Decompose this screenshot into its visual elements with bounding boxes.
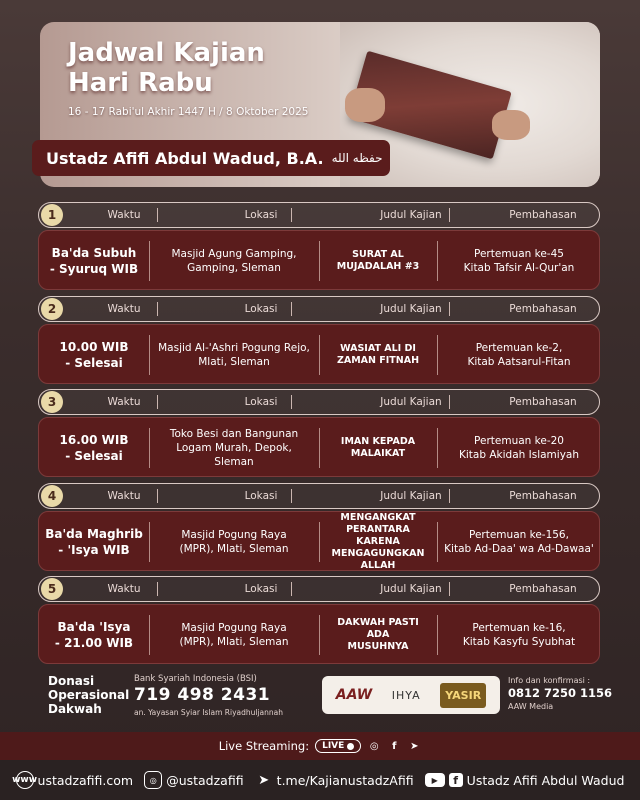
session-pembahasan-text [467, 341, 570, 369]
column-header-pembahasan: Pembahasan [509, 583, 577, 595]
column-header-judul: Judul Kajian [380, 396, 442, 408]
session-pembahasan-line: Kitab Akidah Islamiyah [459, 449, 579, 461]
session-block [38, 202, 600, 290]
column-divider [149, 615, 150, 655]
session-judul-line: MUJADALAH #3 [336, 261, 420, 272]
header-divider [291, 582, 292, 596]
website-link[interactable] [12, 771, 134, 789]
session-pembahasan-line: Pertemuan ke-16, [472, 622, 566, 634]
hand-image [492, 110, 530, 140]
session-lokasi-cell [149, 231, 319, 291]
globe-icon: www [16, 771, 34, 789]
header-divider [291, 395, 292, 409]
session-waktu-line: - Syuruq WIB [49, 262, 139, 276]
facebook-icon[interactable]: f [392, 740, 397, 752]
session-lokasi-line: Mlati, Sleman [198, 356, 270, 368]
session-header-row [38, 202, 600, 228]
session-pembahasan-line: Kitab Tafsir Al-Qur'an [463, 262, 575, 274]
session-waktu-line: - Selesai [65, 449, 123, 463]
website-text: ustadzafifi.com [37, 772, 134, 788]
yasir-logo: YASIR [440, 683, 486, 708]
session-block [38, 389, 600, 477]
column-divider [319, 428, 320, 468]
youtube-facebook-text: Ustadz Afifi Abdul Wadud [466, 772, 625, 788]
live-dot-icon [347, 743, 354, 750]
facebook-icon: f [449, 773, 463, 787]
session-judul-text [337, 249, 420, 273]
column-header-lokasi: Lokasi [244, 396, 278, 408]
session-waktu-text [55, 619, 133, 651]
session-waktu-text [50, 245, 138, 277]
session-lokasi-line: Gamping, Sleman [187, 262, 281, 274]
column-divider [319, 615, 320, 655]
contact-label: Info dan konfirmasi : [508, 676, 591, 685]
session-waktu-line: Ba'da 'Isya [57, 620, 131, 634]
ustadz-arabic: حفظه الله [331, 151, 383, 165]
session-judul-line: ALLAH [360, 560, 396, 571]
telegram-link[interactable] [255, 771, 414, 789]
header-divider [157, 582, 158, 596]
session-lokasi-text [171, 247, 296, 275]
header-divider [449, 208, 450, 222]
session-header-row [38, 296, 600, 322]
header-divider [157, 395, 158, 409]
session-detail-row [38, 324, 600, 384]
column-header-waktu: Waktu [107, 583, 141, 595]
header-divider [157, 302, 158, 316]
session-judul-line: ZAMAN FITNAH [336, 355, 420, 366]
session-pembahasan-line: Kitab Ad-Daa' wa Ad-Dawaa' [444, 543, 594, 555]
session-pembahasan-cell [437, 231, 601, 291]
session-waktu-line: 16.00 WIB [59, 433, 129, 447]
donation-label [48, 674, 138, 716]
session-judul-text [337, 343, 419, 367]
column-header-lokasi: Lokasi [244, 303, 278, 315]
header-divider [291, 302, 292, 316]
column-header-pembahasan: Pembahasan [509, 303, 577, 315]
session-lokasi-text [179, 528, 288, 556]
contact-phone[interactable]: 0812 7250 1156 [508, 686, 613, 700]
ustadz-name-banner [32, 140, 390, 176]
live-streaming-bar [0, 732, 640, 760]
session-waktu-cell [39, 605, 149, 665]
header-divider [157, 208, 158, 222]
account-number: 719 498 2431 [134, 685, 271, 705]
donation-label-line: Dakwah [48, 702, 102, 716]
session-pembahasan-line: Kitab Aatsarul-Fitan [467, 356, 571, 368]
session-block [38, 576, 600, 664]
session-pembahasan-line: Pertemuan ke-2, [475, 342, 563, 354]
session-block [38, 296, 600, 384]
session-pembahasan-cell [437, 418, 601, 478]
session-number-badge: 5 [41, 578, 63, 600]
session-number-badge: 3 [41, 391, 63, 413]
column-header-lokasi: Lokasi [244, 209, 278, 221]
session-pembahasan-line: Pertemuan ke-20 [474, 435, 564, 447]
session-waktu-text [60, 339, 129, 371]
session-lokasi-line: Masjid Agung Gamping, [171, 248, 297, 260]
session-pembahasan-line: Kitab Kasyfu Syubhat [462, 636, 576, 648]
session-pembahasan-text [459, 434, 579, 462]
session-header-row [38, 389, 600, 415]
session-judul-line: MALAIKAT [350, 448, 406, 459]
header-divider [449, 582, 450, 596]
session-lokasi-text [179, 621, 288, 649]
column-header-pembahasan: Pembahasan [509, 490, 577, 502]
session-detail-row [38, 230, 600, 290]
session-waktu-cell [39, 418, 149, 478]
session-lokasi-cell [149, 325, 319, 385]
header-divider [449, 489, 450, 503]
contact-media: AAW Media [508, 702, 554, 711]
live-streaming-label: Live Streaming: [218, 739, 310, 753]
session-lokasi-cell [149, 418, 319, 478]
youtube-facebook-link[interactable] [425, 773, 625, 788]
session-number-badge: 2 [41, 298, 63, 320]
hand-image [345, 88, 385, 122]
session-waktu-line: - 21.00 WIB [54, 636, 134, 650]
session-lokasi-line: Masjid Pogung Raya [181, 529, 287, 541]
column-divider [149, 241, 150, 281]
column-header-judul: Judul Kajian [380, 583, 442, 595]
session-waktu-cell [39, 512, 149, 572]
session-number-badge: 1 [41, 204, 63, 226]
column-divider [319, 335, 320, 375]
session-block [38, 483, 600, 571]
session-judul-cell [319, 512, 437, 572]
header-divider [449, 302, 450, 316]
page-title [68, 38, 265, 98]
session-judul-line: IMAN KEPADA [340, 436, 416, 447]
session-judul-line: MUSUHNYA [347, 641, 409, 652]
session-lokasi-line: (MPR), Mlati, Sleman [179, 636, 289, 648]
title-line-1: Jadwal Kajian [68, 38, 265, 68]
session-judul-line: SURAT AL [352, 249, 404, 260]
donation-label-line: Operasional [48, 688, 130, 702]
session-pembahasan-line: Pertemuan ke-45 [474, 248, 564, 260]
instagram-icon: ◎ [144, 771, 162, 789]
session-judul-cell [319, 231, 437, 291]
session-waktu-text [60, 432, 129, 464]
session-waktu-cell [39, 231, 149, 291]
header-divider [291, 208, 292, 222]
session-pembahasan-text [463, 621, 575, 649]
column-divider [149, 428, 150, 468]
session-judul-line: MENGAGUNGKAN [331, 548, 425, 559]
instagram-icon[interactable]: ◎ [369, 740, 379, 752]
session-judul-text [341, 436, 415, 460]
session-lokasi-line: Logam Murah, Depok, [176, 442, 292, 454]
instagram-text: @ustadzafifi [166, 772, 244, 788]
live-badge[interactable] [315, 739, 361, 753]
partner-logos [322, 676, 500, 714]
youtube-icon: ▶ [425, 773, 445, 787]
session-judul-line: WASIAT ALI DI [340, 343, 416, 354]
column-divider [437, 522, 438, 562]
column-header-waktu: Waktu [107, 396, 141, 408]
session-pembahasan-cell [437, 512, 601, 572]
column-header-waktu: Waktu [107, 303, 141, 315]
session-lokasi-line: Sleman [214, 456, 254, 468]
session-judul-cell [319, 418, 437, 478]
session-lokasi-text [158, 341, 310, 369]
column-divider [319, 522, 320, 562]
session-header-row [38, 483, 600, 509]
session-lokasi-line: Masjid Al-'Ashri Pogung Rejo, [158, 342, 310, 354]
session-waktu-line: 10.00 WIB [59, 340, 129, 354]
header-divider [291, 489, 292, 503]
column-divider [437, 428, 438, 468]
column-divider [437, 335, 438, 375]
telegram-icon: ➤ [258, 772, 270, 788]
column-header-pembahasan: Pembahasan [509, 396, 577, 408]
session-waktu-line: Ba'da Subuh [51, 246, 137, 260]
session-waktu-line: - Selesai [65, 356, 123, 370]
session-lokasi-cell [149, 512, 319, 572]
header-divider [157, 489, 158, 503]
session-lokasi-cell [149, 605, 319, 665]
live-badge-text: LIVE [322, 741, 345, 751]
column-header-waktu: Waktu [107, 209, 141, 221]
column-header-judul: Judul Kajian [380, 490, 442, 502]
title-line-2: Hari Rabu [68, 68, 213, 98]
session-detail-row [38, 417, 600, 477]
column-divider [149, 335, 150, 375]
session-pembahasan-cell [437, 605, 601, 665]
session-judul-text [325, 617, 431, 653]
column-divider [437, 615, 438, 655]
bank-name: Bank Syariah Indonesia (BSI) [134, 674, 257, 684]
date-text: 16 - 17 Rabi'ul Akhir 1447 H / 8 Oktober 2025 [68, 106, 309, 118]
contact-info [508, 676, 612, 711]
session-pembahasan-text [444, 528, 594, 556]
session-judul-cell [319, 325, 437, 385]
column-header-lokasi: Lokasi [244, 583, 278, 595]
column-header-pembahasan: Pembahasan [509, 209, 577, 221]
session-waktu-text [45, 526, 143, 558]
instagram-link[interactable] [144, 771, 243, 789]
header-divider [449, 395, 450, 409]
column-divider [149, 522, 150, 562]
ustadz-name: Ustadz Afifi Abdul Wadud, B.A. [46, 148, 324, 168]
session-waktu-line: Ba'da Maghrib [45, 527, 143, 541]
session-waktu-line: - 'Isya WIB [58, 543, 130, 557]
ihya-logo: IHYA [391, 688, 421, 702]
session-pembahasan-text [464, 247, 575, 275]
session-judul-line: MENGANGKAT [340, 512, 416, 523]
session-pembahasan-cell [437, 325, 601, 385]
session-number-badge: 4 [41, 485, 63, 507]
session-lokasi-text [170, 427, 298, 469]
session-waktu-cell [39, 325, 149, 385]
social-footer [0, 760, 640, 800]
session-lokasi-line: (MPR), Mlati, Sleman [179, 543, 289, 555]
column-header-lokasi: Lokasi [244, 490, 278, 502]
column-divider [319, 241, 320, 281]
session-judul-cell [319, 605, 437, 665]
session-judul-line: DAKWAH PASTI ADA [337, 617, 419, 640]
bank-info [134, 674, 283, 717]
session-pembahasan-line: Pertemuan ke-156, [469, 529, 569, 541]
donation-label-line: Donasi [48, 674, 95, 688]
session-judul-text [325, 512, 431, 572]
column-header-judul: Judul Kajian [380, 209, 442, 221]
column-header-judul: Judul Kajian [380, 303, 442, 315]
column-header-waktu: Waktu [107, 490, 141, 502]
account-holder: an. Yayasan Syiar Islam Riyadhuljannah [134, 708, 283, 717]
session-judul-line: PERANTARA KARENA [346, 524, 410, 547]
session-lokasi-line: Toko Besi dan Bangunan [169, 428, 299, 440]
session-detail-row [38, 511, 600, 571]
telegram-icon[interactable]: ➤ [410, 740, 419, 752]
telegram-text: t.me/KajianustadzAfifi [276, 772, 414, 788]
aaw-logo: AAW [335, 687, 373, 703]
session-header-row [38, 576, 600, 602]
session-detail-row [38, 604, 600, 664]
session-lokasi-line: Masjid Pogung Raya [181, 622, 287, 634]
column-divider [437, 241, 438, 281]
